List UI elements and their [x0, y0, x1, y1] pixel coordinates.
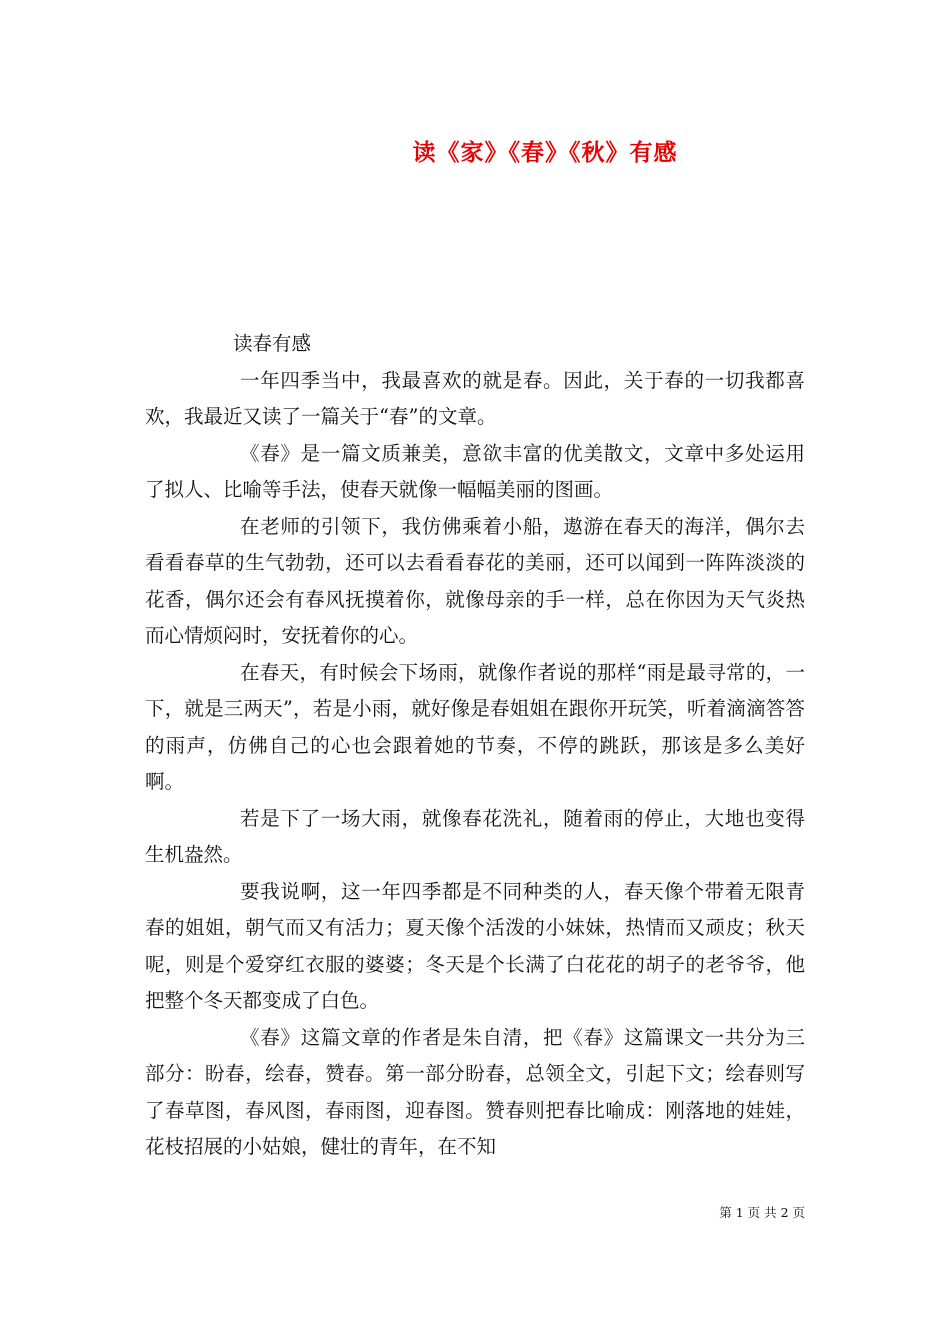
document-body: [145, 326, 805, 1166]
paragraph-3: 在老师的引领下，我仿佛乘着小船，遨游在春天的海洋，偶尔去看看春草的生气勃勃，还可以去看看春花的美丽，还可以闻到一阵阵淡淡的花香，偶尔还会有春风抚摸着你，就像母亲的手一样，总在你因为天气炎热而心情烦闷时，安抚着你的心。: [145, 514, 805, 647]
section-subheading: 读春有感: [233, 332, 312, 355]
paragraph-5: 若是下了一场大雨，就像春花洗礼，随着雨的停止，大地也变得生机盎然。: [145, 806, 805, 866]
paragraph-6: 要我说啊，这一年四季都是不同种类的人，春天像个带着无限青春的姐姐，朝气而又有活力；夏天像个活泼的小妹妹，热情而又顽皮；秋天呢，则是个爱穿红衣服的婆婆；冬天是个长满了白花花的胡子的老爷爷，他把整个冬天都变成了白色。: [145, 879, 805, 1012]
paragraph-7: 《春》这篇文章的作者是朱自清，把《春》这篇课文一共分为三部分：盼春，绘春，赞春。第一部分盼春，总领全文，引起下文；绘春则写了春草图，春风图，春雨图，迎春图。赞春则把春比喻成：刚落地的娃娃，花枝招展的小姑娘，健壮的青年，在不知: [145, 1025, 805, 1158]
paragraph-4: 在春天，有时候会下场雨，就像作者说的那样“雨是最寻常的，一下，就是三两天”，若是小雨，就好像是春姐姐在跟你开玩笑，听着滴滴答答的雨声，仿佛自己的心也会跟着她的节奏，不停的跳跃，那该是多么美好啊。: [145, 660, 805, 793]
document-title: 读《家》《春》《秋》有感: [412, 139, 678, 166]
paragraph-2: 《春》是一篇文质兼美，意欲丰富的优美散文，文章中多处运用了拟人、比喻等手法，使春天就像一幅幅美丽的图画。: [145, 441, 805, 501]
paragraph-1: 一年四季当中，我最喜欢的就是春。因此，关于春的一切我都喜欢，我最近又读了一篇关于“春”的文章。: [145, 368, 805, 428]
page-number: 第 1 页 共 2 页: [719, 1205, 805, 1220]
